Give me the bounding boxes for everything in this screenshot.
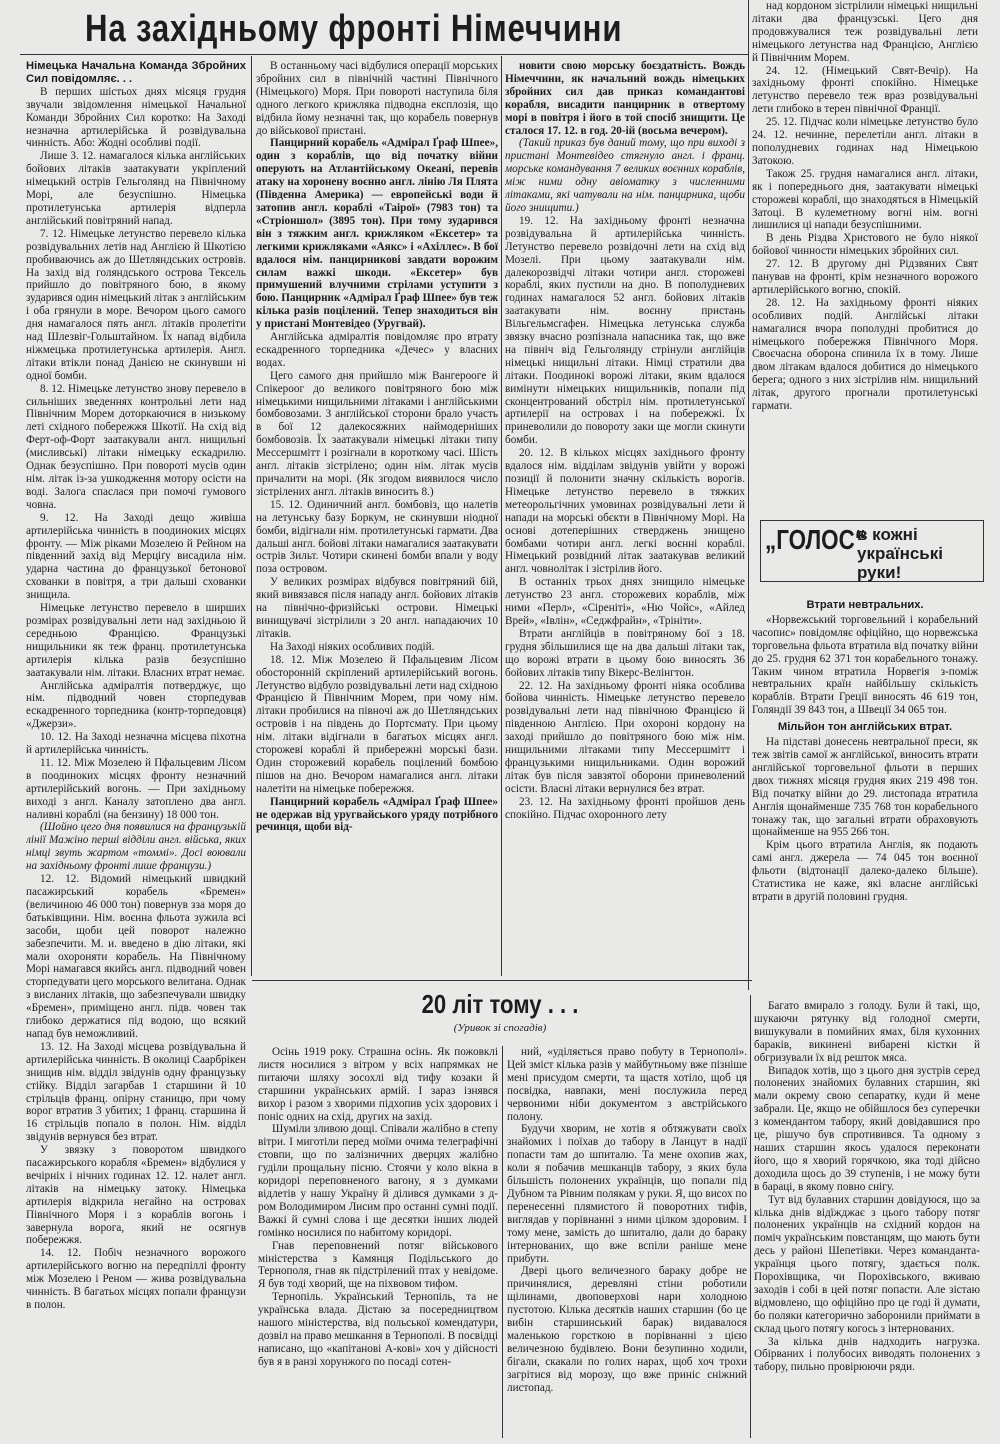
paragraph: «Норвежський торговельний і корабельний часопис» повідомляє офіційно, що норвежська торговельна фльота втратила від початку війни до 25. грудня 62 371 тон корабельного тонажу. Таким чином втратила Норвегія з-поміж невтральних країн найбільшу скількість кораблів. Втрати Греції виносять 46 619 тон, Голяндії 39 843 тон, а Швеції 34 065 тон.: [752, 613, 978, 717]
paragraph: Крім цього втратила Англія, як подають самі англ. джерела — 74 045 тон воєнної фльоти (відтонації далеко-далеко більше). Статистика не каже, які власне англійські втрати в другій половині грудня.: [752, 839, 978, 903]
paragraph: За кілька днів надходить нагрузка. Обірваних і полубосих виводять полонених з табору, пильно провірюючи ряди.: [754, 1335, 980, 1374]
paragraph: Панцирний корабель «Адмірал Ґраф Шпее» не одержав від уругвайського уряду потрібного речинця, щоби від-: [256, 795, 498, 834]
paragraph: В останньому часі відбулися операції морських збройних сил в північній частині Північного (Німецького) Моря. При повороті наступила біля одного легкого крижляка підводна експлозія, що відбила йому незначні так, що корабель повернув до військової пристані.: [256, 60, 498, 137]
column-divider: [251, 56, 252, 976]
paragraph: Лише 3. 12. намагалося кілька англійських бойових літаків заатакувати укріплений німецький острів Гельголянд на Північному Морі, але безуспішно. Німецька протилетунська артилерія відперла англійський повітряний напад.: [26, 150, 246, 227]
paragraph: Англійська адміралтія потверджує, що нім. підводний човен сторпедував ескадренного торпедника (контр-торпедовця) «Джерзи».: [26, 679, 246, 731]
paragraph: Цего самого дня прийшло між Вангероогe й Спікероог до великого повітряного бою між німецькими нищильними літаками і англійськими бомбовозами. З англійської сторони брало участь в бої 12 далекосяжних наймодерніших бомбовозів. Їх заатакували німецькі літаки типу Мессершмітт і розігнали в короткому часі. Шість англ. літаків зістрілено; один нім. літак мусів причалити на морі. (Як згодом виявилося число зістрілених англ. літаків виносить 8.): [256, 369, 498, 498]
paragraph: 9. 12. На Заході дещо живіша артилерійська чинність в поодиноких місцях фронту. — Між ріками Мозелею й Рейном на південний захід від Мерціґу висадила нім. ударна частина до французької бетонової схованки в повітря, а три дальші схованки знищила.: [26, 511, 246, 602]
paragraph: У звязку з поворотом швидкого пасажирського корабля «Бремен» відбулися у вечірніх і нічних годинах 12. 12. налет англ. літаків на німецьку затоку. Німецька артилерія відкрила негайно на островах Північного Моря і з кораблів вогонь і завернула ворога, який не осягнув побережжя.: [26, 1144, 246, 1247]
paragraph: Тернопіль. Український Тернопіль, та не українська влада. Дістаю за посередництвом нашого міністерства, від польської комендатури, дозвіл на право мешкання в Тернополі. В посвідці написано, що «капітанові А-кові» хоч у дійсності був я в ранзі хорунжого по посаді сотен-: [258, 1291, 498, 1368]
paragraph: Багато вмирало з голоду. Були й такі, що, шукаючи рятунку від голодної смерти, вишукували в помийних ямах, біля кухонних бараків, викинені вибарені кістки й обгризували їх від решток мяса.: [754, 1000, 980, 1064]
paragraph: Випадок хотів, що з цього дня зустрів серед полонених знайомих булавних старшин, які мали окрему свою сепаратку, куди й мене забрали. Це, якщо не обійшлося без суперечки з комендантом табору, який довідавшися про це, рішучо був спротивився. Та одному з наших старшин якось удалося переконати його, що я хворий горячкою, яка тоді дійсно доходила щось до 39 ступенів, і не можу бути в бараці, в якому повно снігу.: [754, 1064, 980, 1193]
paragraph: В останніх трьох днях знищило німецьке летунство 23 англ. сторожевих кораблів, між ними «Перл», «Сіреніті», «Ню Чойс», «Айлед Врей», «Івлін», «Седжфрайн», «Трініти».: [505, 576, 745, 627]
paragraph: На підставі донесень невтральної преси, як теж звітів самої ж англійської, виносить втрати англійської торговельної фльоти в перших двох тижнях місяця грудня яких 219 498 тон. Від початку війни до 29. листопада втратила Англія щонайменше 735 768 тон корабельного тонажу так, що загальні втрати обраховують щонайменше на 955 266 тон.: [752, 736, 978, 839]
paragraph: 20. 12. В кількох місцях західнього фронту вдалося нім. відділам звідунів увійти у ворожі позиції й полонити значну скількість ворогів. Німецьке летунство перевело в тяжких метеорольгічних умовинах розвідувальні лети й напади на морські обєкти в Північному Морі. На основі дотеперішних стверджень знищено бомбами чотири англ. легкі воєнні кораблі. Німецький розвідний літак заатакував великий англ. човнолітак і зістрілив його.: [505, 447, 745, 576]
paragraph: ний, «уділяється право побуту в Тернополі». Цей зміст кілька разів у майбутньому вже пізніше мені присудом смерти, та щастя хотіло, щоб ця посвідка, навпаки, мені послужила перед червоними ніби документом з австрійського полону.: [507, 1046, 747, 1123]
paragraph: Будучи хворим, не хотів я обтяжувати своїх знайомих і поїхав до табору в Ланцут в надії попасти там до шпиталю. Та мене охопив жах, коли я побачив мешканців табору, з яких була більшість полонених українців, що попали під Дубном та Рівним полякам у руки. Я, що висох по перенесенні плямистого й поворотних тифів, виглядав у порівнанні з ними цілком здоровим. І тому мене, замість до шпиталю, дали до бараку інтернованих, що вже вспіли раніше мене прибути.: [507, 1123, 747, 1265]
headline-rule: [20, 54, 748, 55]
column-divider: [502, 1046, 503, 1438]
column-divider: [750, 995, 751, 1438]
article-heading: Мільйон тон англійських втрат.: [777, 721, 953, 734]
paragraph: 19. 12. На західньому фронті незначна розвідувальна й артилерійська чинність. Летунство перевело розвідочні лети на схід від Мозелі. При цьому заатакували нім. далекорозвідчі літаки чотири англ. сторожеві кораблі, яких пустили на дно. В пополудневих годинах намагалося 52 англ. бойових літаків заатакувати нім. воєнну пристань Вільгельмсгафен. Німецька летунська служба звязку вчасно розпізнала напасника так, що вже на північ від Гельголянду стрінули англійців німецькі нищильні літаки. Німці стратили два літаки. Поодинокі ворожі літаки, яким вдалося вимінути німецьких нищильників, попали під сконцентрований обстріл нім. протилетунської артилерії на островах і на побережжі. Їх приневолили до повороту заки ще могли скинути бомби.: [505, 214, 745, 447]
column-4-lower: [752, 595, 978, 975]
paragraph: В день Різдва Христового не було ніякої бойової чинности німецьких збройних сил.: [752, 232, 978, 258]
paragraph: 10. 12. На Заході незначна місцева піхотна й артилерійська чинність.: [26, 731, 246, 757]
paragraph: 27. 12. В другому дні Рідзвяних Свят панував на фронті, крім незначного ворожого артилерійського вогню, спокій.: [752, 258, 978, 296]
paragraph: Двері цього величезного бараку добре не причинялися, деревляні стіни роботили щілинами, двоповерхові нари холодною пустотою. Кілька десятків наших старшин (бо це вибін старшинський барак) видавалося маленькою горсткою в порівнанні з цією величезною будівлею. Вони безупинно ходили, бігали, скакали по голих нарах, щоб хоч трохи загрітися від морозу, що вже приніс сніжний листопад.: [507, 1265, 747, 1394]
paragraph: 28. 12. На західньому фронті ніяких особливих подій. Англійські літаки намагалися вчора пополудні пробитися до німецького побережжя Північного Моря. Своєчасна оборона спинила їх в тому. Лише двом літакам вдалося добитися до німецького берега; одного з них зістрілив нім. нищильний літак, другого прогнали протилетунські гармати.: [752, 296, 978, 413]
paragraph: Англійська адміралтія повідомляє про втрату ескадренного торпедника «Дечес» у власних водах.: [256, 331, 498, 369]
column-divider: [748, 0, 749, 990]
paragraph: На Заході ніяких особливих подій.: [270, 640, 435, 653]
memoir-column-1: [258, 1046, 498, 1438]
banner-subtitle: в кожні українські руки!: [857, 525, 943, 582]
paragraph: 24. 12. (Німецький Свят-Вечір). На західньому фронті спокійно. Німецьке летунство перевело теж враз розвідувальні лети глибоко в терен північної Франції.: [752, 64, 978, 116]
paragraph: Німецьке летунство перевело в ширших розмірах розвідувальні лети над західньою й середньою Францією. Французькі нищильники як теж франц. протилетунська артилерія кілька разів безуспішно заатакували нім. літаки. Власних втрат немає.: [26, 602, 246, 679]
column-2: [256, 60, 498, 976]
paragraph: У великих розмірах відбувся повітряний бій, який вивязався після нападу англ. бойових літаків на північно-фризійські острови. Німецькі винищувачі зістрілили з 20 англ. нападаючих 10 літаків.: [256, 576, 498, 640]
paragraph: 22. 12. На західньому фронті ніяка особлива бойова чинність. Німецьке летунство перевело розвідувальні лети над північною Францією й південною Англією. При охороні кордону на заході прийшло до повітряного бою між нім. нищильними літаками типу Мессершмітт і французькими нищильниками. Один ворожий літак був після завзятої оборони приневолений осісти. Власні літаки вернулися без втрат.: [505, 679, 745, 795]
column-divider: [501, 56, 502, 976]
paragraph: 13. 12. На Заході місцева розвідувальна й артилерійська чинність. В околиці Саарбрікен знищив нім. відділ звідунів одну французьку стійку. Відділ загарбав 1 старшини й 10 стрільців франц. опірну станицю, при чому ворог втратив 3 убитих; 1 франц. старшина й 16 стрільців попало в полон. Нім. відділ звідунів вернувся без втрат.: [26, 1040, 246, 1144]
paragraph: 7. 12. Німецьке летунство перевело кілька розвідувальних летів над Англією й Шкотією пробиваючись аж до Шетляндських островів. На захід від голяндського острова Тексель прийшло до повітряного бою, в якому зударився один німецький літак з англійським і оба грянули в море. Вечором цього самого дня намагалося пять англ. літаків пролетіти над Шлезвіг-Гольштайном. Їх напад відбила ніжмецька протилетунська артилерія. Англ. літаки втікли понад Данією не скинувши ні одної бомби.: [26, 227, 246, 382]
page-headline: На західньому фронті Німеччини: [85, 8, 623, 50]
paragraph: 15. 12. Одиничний англ. бомбовіз, що налетів на летунську базу Боркум, не скинувши ніодної бомби, відігнали нім. протилетунські гармати. Два дальші англ. бойові літаки намагалися заатакувати острів Зильт. Чотири скинені бомби впали у воду поза островом.: [256, 498, 498, 576]
paragraph: 11. 12. Між Мозелею й Пфальцевим Лісом в поодиноких місцях фронту незначний артилерійський вогонь. — При західньому виході з англ. Каналу затоплено два англ. наливні кораблі (на бензину) 18 000 тон.: [26, 756, 246, 821]
paragraph: новити свою морську боєздатність. Вождь Німеччини, як начальний вождь німецьких збройних сил дав приказ командантові корабля, висадити панцирник в отвертому морі в повітря і його в той спосіб знищити. Це сталося 17. 12. в год. 20-ій (восьма вечером).: [505, 60, 745, 137]
paragraph: (Шойно цего дня появилися на французькій лінії Мажіно перші відділи англ. війська, яких німці звуть жартом «томмі». Досі воювали на західньому фронті лише французи.): [26, 821, 246, 873]
column-4: [752, 0, 978, 500]
column-3: [505, 60, 745, 976]
paragraph: 8. 12. Німецьке летунство знову перевело в сильніших зведеннях контрольні лети над Північним Морем доторкаючися в низькому леті східного побережжя Шкотії. На схід від Ферт-оф-Форт заатакували англ. нищильні (мисливські) літаки німецьку ескадрилю. Однак безуспішно. При поворотi мусів один нім. літак із-за ушкодження мотору осісти на воді. Залога спаслася при помочі гумового човна.: [26, 382, 246, 511]
section-title: 20 літ тому . . .: [421, 989, 579, 1019]
paragraph: Шуміли зливою дощі. Співали жалібно в степу вітри. І миготіли перед моїми очима телеграфічні стовпи, що по залізничних дверцях жалібно гуділи прощальну пісню. Стоячи у коло вікна в коридорі переповненого вагону, я з думками відлетів у нашу Україну й ділився думками з д-ром Володимиром Лисим про останні сумні події. Важкі й сумні слова і ще десятки інших людей гомінко носилися по набитому коридорі.: [258, 1123, 498, 1239]
paragraph: Втрати англійців в повітряному бої з 18. грудня збільшилися ще на два дальші літаки так, що ворожі втрати в цьому бою виносять 36 бойових літаків типу Вікерс-Велінгтон.: [505, 627, 745, 679]
memoir-column-2: [507, 1046, 747, 1438]
paragraph: (Такий приказ був даний тому, що при виході з пристані Монтевідео стягнуло англ. і франц. морське командування 7 великих воєнних кораблів, між ними одну авіоматку з численними літаками, які чатували на нім. панцирника, щоби його знищити.): [505, 137, 745, 214]
paragraph: над кордоном зістрілили німецькі нищильні літаки два французські. Цего дня продовжувалися теж розвідувальні лети німецького летунства над Францією, Англією й Північним Морем.: [752, 0, 978, 64]
paragraph: 23. 12. На західньому фронті пройшов день спокійно. Підчас охоронного лету: [505, 795, 745, 821]
paragraph: 14. 12. Побіч незначного ворожого артилерійського вогню на передпіллі фронту між Мозелею і Реном — жива розвідувальна чинність. В багатьох місцях попали французи в полон.: [26, 1247, 246, 1311]
paragraph: 12. 12. Відомий німецький швидкий пасажирський корабель «Бремен» (величиною 46 000 тон) повернув зза моря до батьківщини. Нім. воєнна фльота зужила всі засоби, щоби цей поворот належно забезпечити. М. и. введено в дію літаки, які мали охороняти корабель. На Північному Морі намагався якийсь англ. підводний човен сторпедувати цего морського велитана. Однак з висланих літаків, що забезпечували швидку «Бремен», приміщено англ. підв. човен так глибоко держатися під водою, що всякий напад був неможливий.: [26, 873, 246, 1040]
column-1: [26, 60, 246, 1400]
paragraph: Також 25. грудня намагалися англ. літаки, як і попереднього дня, заатакувати німецькі сторожеві кораблі, що знаходяться в Німецькій Затоці. В кулеметному вогні нім. вогні лишилися ці напади безуспішними.: [752, 167, 978, 232]
paragraph: 18. 12. Між Мозелею й Пфальцевим Лісом обосторонній скріплений артилерійський вогонь. Летунство відбуло розвідувальні лети над східною Францією й Північним Морем, при чому нім. літаки пробилися на півночі аж до Шетляндських островів і на південь до Портсмату. При цьому нім. літаки відігнали в багатьох місцях англ. сторожеві кораблі й прибережні морські бази. Один сторожевий корабель поцілений бомбою пішов на дно. Вечором намагалися англ. літаки налетіти на німецьке побережжя.: [256, 653, 498, 795]
paragraph: Панцирний корабель «Адмірал Ґраф Шпее», один з кораблів, що від початку війни оперують на Атлантійському Океані, перевів атаку на хоронену воєнно англ. лінію Ля Плята (Південна Америка) — европейські води й затопив англ. кораблі «Таірої» (7983 тон) та «Стріоншол» (3895 тон). При тому зударився він з тяжким англ. крижляком «Ексетер» та легкими крижляками «Аякс» і «Ахіллес». В бої вдалося нім. панцирникові завдати ворожим силам важкі шкоди. «Ексетер» був примушений влучними стрілами уступити з бою. Панцирник «Адмірал Ґраф Шпее» був теж кілька разів поцілений. Тепер знаходиться він у пристані Монтевідео (Уругвай).: [256, 137, 498, 331]
paragraph: Гнав переповнений потяг військового міністерства з Камянця Подільського до Тернополя, гнав як підстрілений птах у невідоме. Я був тоді хворий, ще на піхвовом тифом.: [258, 1239, 498, 1291]
paragraph: Осінь 1919 року. Страшна осінь. Як пожовклі листя носилися з вітром у всіх напрямках не питаючи шляху зосохлі від тифу козаки й старшини українських армій. І зараз ізнявся вихор і разом з хворими підхопив усіх здорових і поніс одних на схід, других на захід.: [258, 1046, 498, 1123]
golos-banner: [760, 520, 984, 582]
section-subtitle: (Уривок зі спогадів): [453, 1022, 547, 1034]
paragraph: Тут від булавних старшин довідуюся, що за кілька днів відїжджає з цього табору потяг полонених українців на східний кордон на поміч українським повстанцям, що мають бути десь у районі Шепетівки. Через команданта-українця цього потягу, здається полк. Порохівщика, чи Порохівського, вживаю заходів і собі в цей потяг попасти. Але зістаю відмовлено, що офіційно про це годі й думати, бо поляки категорично заборонили приймати в склад цього потягу когось з інтернованих.: [754, 1193, 980, 1335]
article-heading: Втрати невтральних.: [806, 599, 924, 611]
banner-title: „ГОЛОС“: [765, 524, 866, 555]
section-rule: [252, 980, 752, 981]
memoir-column-3: [754, 1000, 980, 1438]
paragraph: В перших шістьох днях місяця грудня звучали звідомлення німецької Начальної Команди Збройних Сил коротко: На Заході незначна артилерійська й розвідувальна чинність. Або: Жодні особливі події.: [26, 85, 246, 150]
paragraph: 25. 12. Підчас коли німецьке летунство було 24. 12. нечинне, перелетіли англ. літаки в пополудневих годинах над Німецькою Затокою.: [752, 116, 978, 167]
paragraph: Німецька Начальна Команда Збройних Сил повідомляє. . .: [26, 60, 246, 85]
